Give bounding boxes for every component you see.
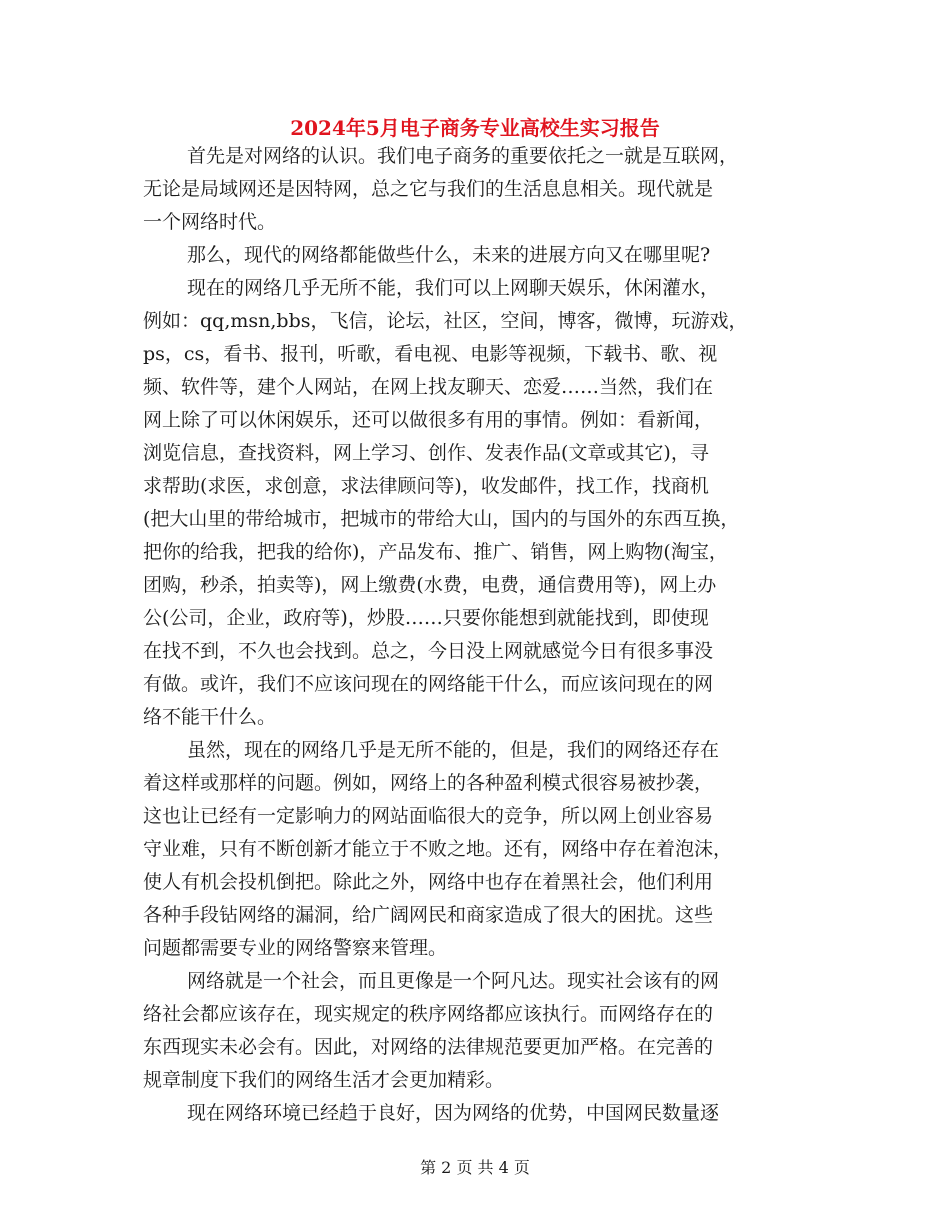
text-line: 首先是对网络的认识。我们电子商务的重要依托之一就是互联网， [187,145,739,167]
text-line: 求帮助(求医，求创意，求法律顾问等)，收发邮件，找工作，找商机 [143,475,709,497]
document-title: 2024年5月电子商务专业高校生实习报告 [290,116,660,140]
text-line: 着这样或那样的问题。例如，网络上的各种盈利模式很容易被抄袭， [143,772,714,794]
text-line: 浏览信息，查找资料，网上学习、创作、发表作品(文章或其它)，寻 [143,442,709,464]
text-line: 这也让已经有一定影响力的网站面临很大的竞争，所以网上创业容易 [143,805,714,827]
page-footer: 第 2 页 共 4 页 [420,1158,530,1177]
text-line: 那么，现代的网络都能做些什么，未来的进展方向又在哪里呢? [187,244,711,266]
text-line: 各种手段钻网络的漏洞，给广阔网民和商家造成了很大的困扰。这些 [143,904,714,926]
text-line: 一个网络时代。 [143,211,277,233]
text-line: ps，cs，看书、报刊，听歌，看电视、电影等视频，下载书、歌、视 [143,343,718,365]
text-line: 使人有机会投机倒把。除此之外，网络中也存在着黑社会，他们利用 [143,871,714,893]
document-body [143,140,813,1130]
text-line: 公(公司，企业，政府等)，炒股……只要你能想到就能找到，即使现 [143,607,709,629]
text-line: 网上除了可以休闲娱乐，还可以做很多有用的事情。例如：看新闻， [143,409,714,431]
text-line: 例如：qq,msn,bbs，飞信，论坛，社区，空间，博客，微博，玩游戏， [143,310,748,332]
text-line: 东西现实未必会有。因此，对网络的法律规范要更加严格。在完善的 [143,1036,714,1058]
text-line: 现在网络环境已经趋于良好，因为网络的优势，中国网民数量逐 [187,1102,720,1124]
text-line: 络社会都应该存在，现实规定的秩序网络都应该执行。而网络存在的 [143,1003,714,1025]
text-line: 规章制度下我们的网络生活才会更加精彩。 [143,1069,505,1091]
text-line: 网络就是一个社会，而且更像是一个阿凡达。现实社会该有的网 [187,970,720,992]
text-line: 问题都需要专业的网络警察来管理。 [143,937,448,959]
text-line: 无论是局域网还是因特网，总之它与我们的生活息息相关。现代就是 [143,178,714,200]
text-line: 在找不到，不久也会找到。总之，今日没上网就感觉今日有很多事没 [143,640,714,662]
text-line: 现在的网络几乎无所不能，我们可以上网聊天娱乐，休闲灌水， [187,277,720,299]
text-line: (把大山里的带给城市，把城市的带给大山，国内的与国外的东西互换， [143,508,740,530]
text-line: 频、软件等，建个人网站，在网上找友聊天、恋爱……当然，我们在 [143,376,714,398]
text-line: 有做。或许，我们不应该问现在的网络能干什么，而应该问现在的网 [143,673,714,695]
text-line: 络不能干什么。 [143,706,277,728]
text-line: 虽然，现在的网络几乎是无所不能的，但是，我们的网络还存在 [187,739,720,761]
text-line: 守业难，只有不断创新才能立于不败之地。还有，网络中存在着泡沫， [143,838,733,860]
text-line: 团购，秒杀，拍卖等)，网上缴费(水费，电费，通信费用等)，网上办 [143,574,717,596]
text-line: 把你的给我，把我的给你)，产品发布、推广、销售，网上购物(淘宝， [143,541,728,563]
